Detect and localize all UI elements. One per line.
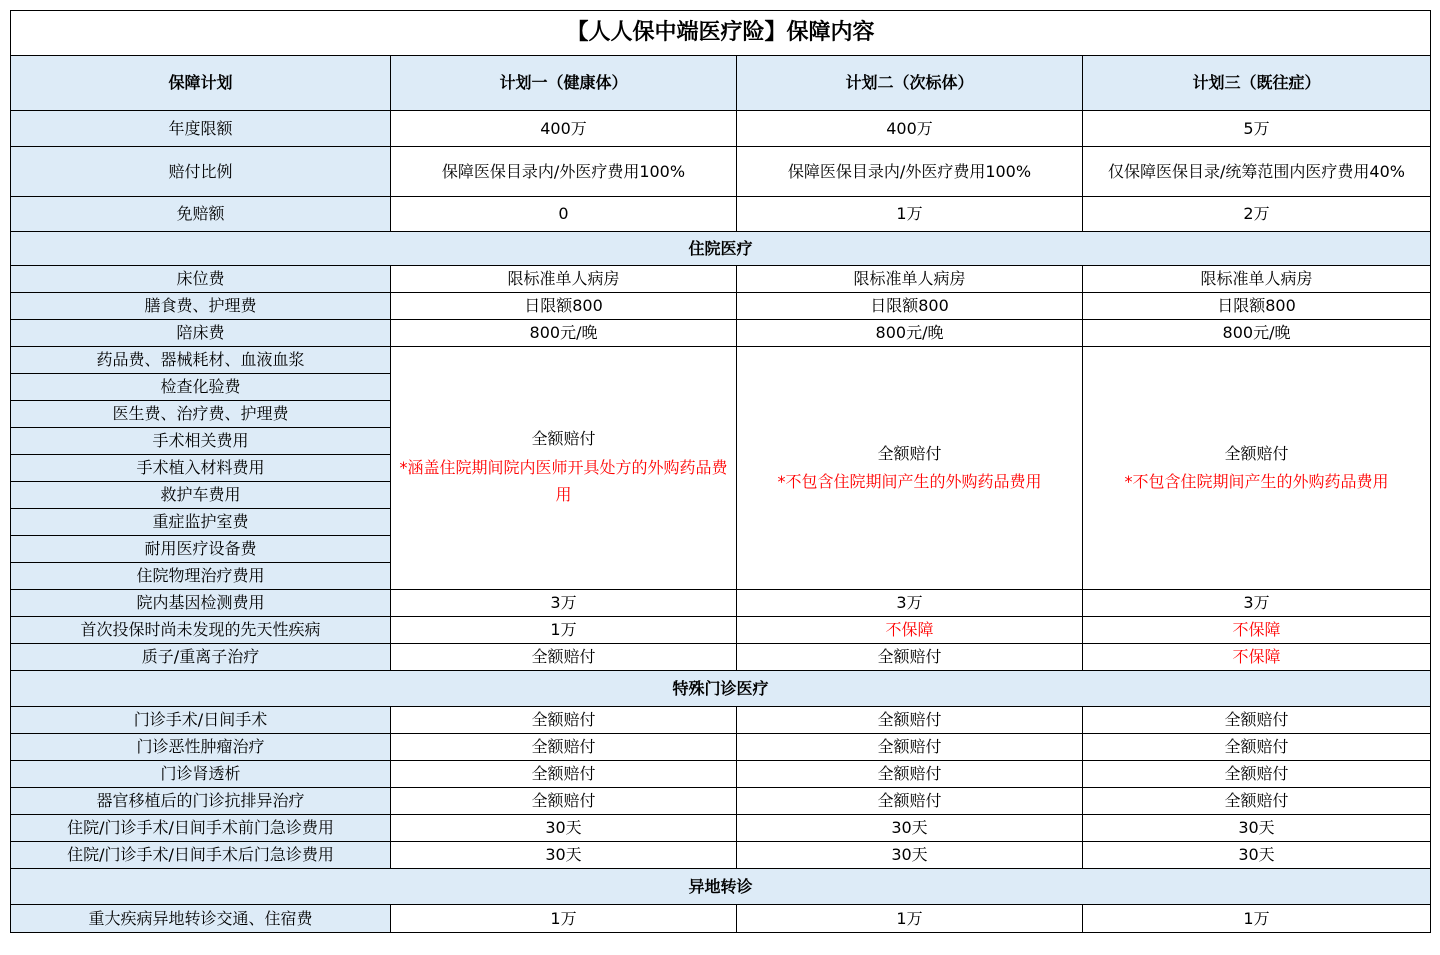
- expense-plan-3-full: 全额赔付: [1224, 444, 1289, 463]
- table-title: 【人人保中端医疗险】保障内容: [11, 11, 1431, 56]
- cell: 全额赔付: [1083, 761, 1431, 788]
- header-row: [11, 56, 1431, 111]
- table-row: [11, 761, 1431, 788]
- table-row: [11, 734, 1431, 761]
- table-row: [11, 815, 1431, 842]
- table-row: [11, 266, 1431, 293]
- table-row: [11, 293, 1431, 320]
- row-label: 医生费、治疗费、护理费: [11, 401, 391, 428]
- row-label: 门诊肾透析: [11, 761, 391, 788]
- cell: 全额赔付: [391, 707, 737, 734]
- cell: 800元/晚: [737, 320, 1083, 347]
- row-label: 年度限额: [11, 111, 391, 147]
- cell: 3万: [1083, 590, 1431, 617]
- cell: 全额赔付: [1083, 707, 1431, 734]
- cell: 1万: [391, 905, 737, 933]
- cell: 1万: [1083, 905, 1431, 933]
- cell: 限标准单人病房: [1083, 266, 1431, 293]
- cell: 不保障: [737, 617, 1083, 644]
- cell: 全额赔付: [391, 761, 737, 788]
- expense-plan-1-cell: [391, 347, 737, 590]
- row-label: 手术相关费用: [11, 428, 391, 455]
- row-label: 门诊手术/日间手术: [11, 707, 391, 734]
- cell: 2万: [1083, 197, 1431, 232]
- row-label: 器官移植后的门诊抗排异治疗: [11, 788, 391, 815]
- row-label: 耐用医疗设备费: [11, 536, 391, 563]
- header-plan-2: 计划二（次标体）: [737, 56, 1083, 111]
- table-row: [11, 347, 1431, 374]
- expense-plan-3-note: *不包含住院期间产生的外购药品费用: [1124, 472, 1389, 491]
- cell: 仅保障医保目录/统筹范围内医疗费用40%: [1083, 147, 1431, 197]
- row-label: 门诊恶性肿瘤治疗: [11, 734, 391, 761]
- header-plan-label: 保障计划: [11, 56, 391, 111]
- table-row: [11, 905, 1431, 933]
- cell: 日限额800: [737, 293, 1083, 320]
- table-row: [11, 111, 1431, 147]
- expense-plan-2-cell: [737, 347, 1083, 590]
- header-plan-3: 计划三（既往症）: [1083, 56, 1431, 111]
- table-row: [11, 617, 1431, 644]
- row-label: 首次投保时尚未发现的先天性疾病: [11, 617, 391, 644]
- cell: 400万: [391, 111, 737, 147]
- table-row: [11, 590, 1431, 617]
- row-label: 膳食费、护理费: [11, 293, 391, 320]
- cell: 30天: [1083, 815, 1431, 842]
- section-header-transfer: 异地转诊: [11, 869, 1431, 905]
- cell: 800元/晚: [391, 320, 737, 347]
- cell: 全额赔付: [391, 644, 737, 671]
- header-plan-1: 计划一（健康体）: [391, 56, 737, 111]
- section-header-inpatient: 住院医疗: [11, 232, 1431, 266]
- cell: 全额赔付: [737, 734, 1083, 761]
- row-label: 赔付比例: [11, 147, 391, 197]
- coverage-table-container: [10, 10, 1430, 933]
- cell: 全额赔付: [737, 644, 1083, 671]
- cell: 400万: [737, 111, 1083, 147]
- row-label: 重大疾病异地转诊交通、住宿费: [11, 905, 391, 933]
- cell: 全额赔付: [737, 707, 1083, 734]
- expense-plan-2-note: *不包含住院期间产生的外购药品费用: [777, 472, 1042, 491]
- table-row: [11, 147, 1431, 197]
- cell: 1万: [737, 905, 1083, 933]
- row-label: 陪床费: [11, 320, 391, 347]
- cell: 30天: [737, 815, 1083, 842]
- row-label: 救护车费用: [11, 482, 391, 509]
- cell: 日限额800: [1083, 293, 1431, 320]
- expense-plan-1-note: *涵盖住院期间院内医师开具处方的外购药品费用: [399, 458, 728, 504]
- row-label: 免赔额: [11, 197, 391, 232]
- cell: 保障医保目录内/外医疗费用100%: [391, 147, 737, 197]
- cell: 30天: [1083, 842, 1431, 869]
- row-label: 住院/门诊手术/日间手术后门急诊费用: [11, 842, 391, 869]
- row-label: 床位费: [11, 266, 391, 293]
- coverage-table: [10, 10, 1431, 933]
- row-label: 手术植入材料费用: [11, 455, 391, 482]
- row-label: 检查化验费: [11, 374, 391, 401]
- cell: 日限额800: [391, 293, 737, 320]
- cell: 全额赔付: [391, 734, 737, 761]
- cell: 30天: [391, 815, 737, 842]
- table-row: [11, 788, 1431, 815]
- cell: 全额赔付: [737, 761, 1083, 788]
- row-label: 药品费、器械耗材、血液血浆: [11, 347, 391, 374]
- cell: 30天: [737, 842, 1083, 869]
- table-row: [11, 644, 1431, 671]
- row-label: 质子/重离子治疗: [11, 644, 391, 671]
- cell: 限标准单人病房: [391, 266, 737, 293]
- table-row: [11, 707, 1431, 734]
- cell: 1万: [737, 197, 1083, 232]
- row-label: 住院物理治疗费用: [11, 563, 391, 590]
- table-row: [11, 320, 1431, 347]
- row-label: 重症监护室费: [11, 509, 391, 536]
- cell: 0: [391, 197, 737, 232]
- cell: 不保障: [1083, 617, 1431, 644]
- table-row: [11, 197, 1431, 232]
- row-label: 院内基因检测费用: [11, 590, 391, 617]
- expense-plan-2-full: 全额赔付: [877, 444, 942, 463]
- section-header-outpatient: 特殊门诊医疗: [11, 671, 1431, 707]
- cell: 保障医保目录内/外医疗费用100%: [737, 147, 1083, 197]
- cell: 全额赔付: [737, 788, 1083, 815]
- cell: 全额赔付: [391, 788, 737, 815]
- expense-plan-1-full: 全额赔付: [531, 429, 596, 448]
- cell: 全额赔付: [1083, 788, 1431, 815]
- cell: 限标准单人病房: [737, 266, 1083, 293]
- cell: 3万: [391, 590, 737, 617]
- table-row: [11, 842, 1431, 869]
- cell: 1万: [391, 617, 737, 644]
- expense-plan-3-cell: [1083, 347, 1431, 590]
- row-label: 住院/门诊手术/日间手术前门急诊费用: [11, 815, 391, 842]
- cell: 不保障: [1083, 644, 1431, 671]
- cell: 5万: [1083, 111, 1431, 147]
- cell: 800元/晚: [1083, 320, 1431, 347]
- cell: 30天: [391, 842, 737, 869]
- cell: 全额赔付: [1083, 734, 1431, 761]
- cell: 3万: [737, 590, 1083, 617]
